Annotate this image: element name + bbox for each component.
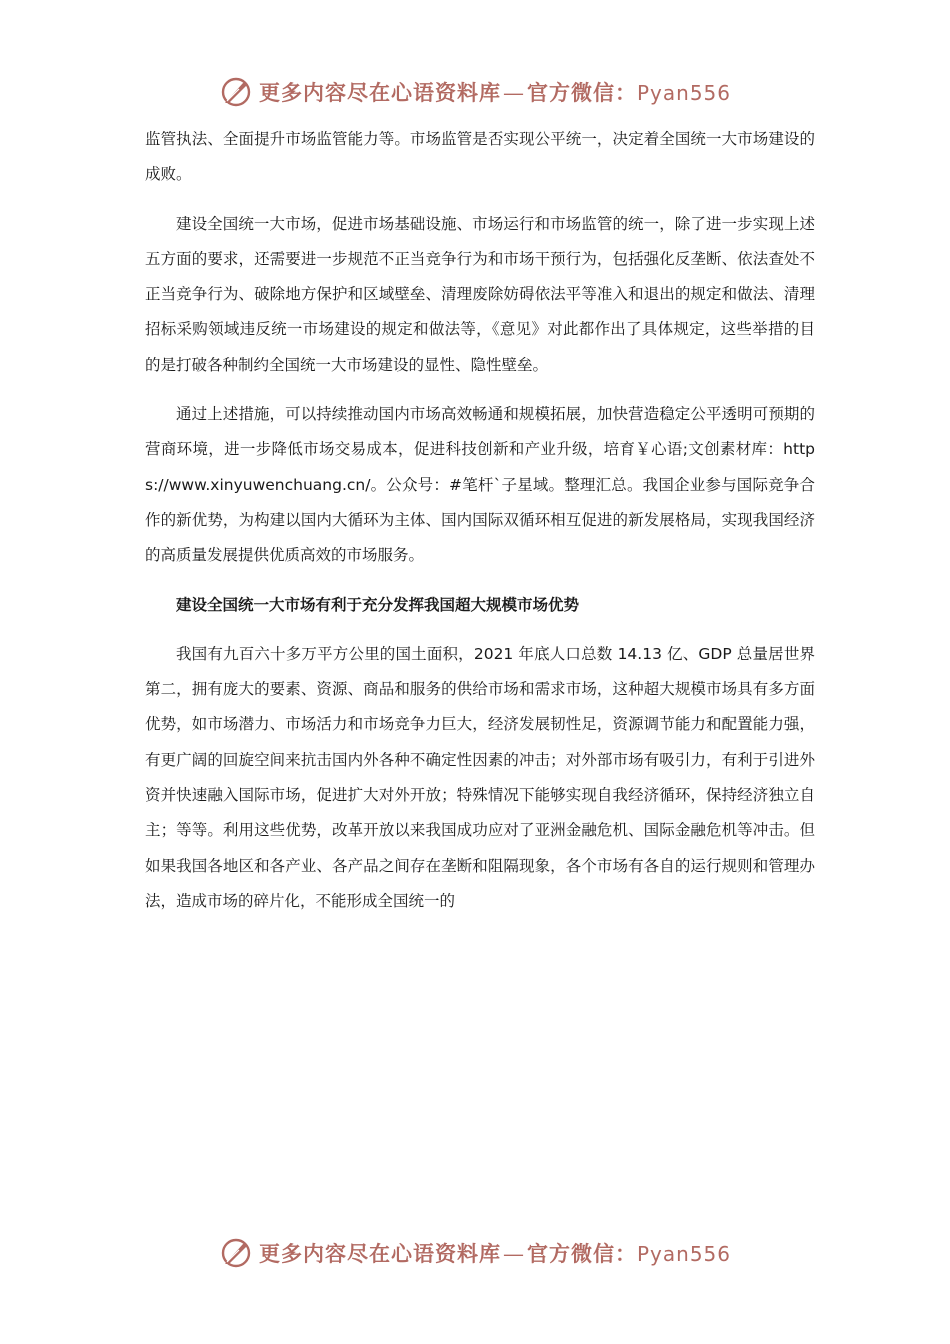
header-banner-sub: 官方微信： [526,80,637,105]
header-banner-dash: — [502,81,525,105]
header-banner-main: 更多内容尽在心语资料库 [258,80,501,105]
document-body [145,122,815,933]
footer-banner-dash: — [502,1242,525,1266]
section-heading: 建设全国统一大市场有利于充分发挥我国超大规模市场优势 [176,595,580,614]
quill-pen-logo-icon [219,75,253,109]
footer-banner-text [259,1238,731,1268]
footer-banner-sub: 官方微信： [526,1241,637,1266]
footer-banner [0,1231,950,1275]
footer-banner-main: 更多内容尽在心语资料库 [258,1241,501,1266]
header-banner-handle: Pyan556 [636,81,731,105]
body-paragraph-1: 监管执法、全面提升市场监管能力等。市场监管是否实现公平统一，决定着全国统一大市场建设的成败。 [145,130,815,184]
body-paragraph-3: 通过上述措施，可以持续推动国内市场高效畅通和规模拓展，加快营造稳定公平透明可预期的营商环境，进一步降低市场交易成本，促进科技创新和产业升级，培育￥心语;文创素材库：https://www.xinyuwenchuang.cn/。公众号：#笔杆`子星域。整理汇总。我国企业参与国际竞争合作的新优势，为构建以国内大循环为主体、国内国际双循环相互促进的新发展格局，实现我国经济的高质量发展提供优质高效的市场服务。 [145,405,815,565]
quill-pen-logo-icon [219,1236,253,1270]
header-banner-text [259,77,731,107]
footer-banner-handle: Pyan556 [636,1242,731,1266]
body-paragraph-4: 我国有九百六十多万平方公里的国土面积，2021 年底人口总数 14.13 亿、GDP 总量居世界第二，拥有庞大的要素、资源、商品和服务的供给市场和需求市场，这种超大规模市场具有多方面优势，如市场潜力、市场活力和市场竞争力巨大，经济发展韧性足，资源调节能力和配置能力强，有更广阔的回旋空间来抗击国内外各种不确定性因素的冲击；对外部市场有吸引力，有利于引进外资并快速融入国际市场，促进扩大对外开放；特殊情况下能够实现自我经济循环，保持经济独立自主；等等。利用这些优势，改革开放以来我国成功应对了亚洲金融危机、国际金融危机等冲击。但如果我国各地区和各产业、各产品之间存在垄断和阻隔现象，各个市场有各自的运行规则和管理办法，造成市场的碎片化，不能形成全国统一的 [145,644,815,910]
body-paragraph-2: 建设全国统一大市场，促进市场基础设施、市场运行和市场监管的统一，除了进一步实现上述五方面的要求，还需要进一步规范不正当竞争行为和市场干预行为，包括强化反垄断、依法查处不正当竞争行为、破除地方保护和区域壁垒、清理废除妨碍依法平等准入和退出的规定和做法、清理招标采购领域违反统一市场建设的规定和做法等，《意见》对此都作出了具体规定，这些举措的目的是打破各种制约全国统一大市场建设的显性、隐性壁垒。 [145,214,815,374]
header-banner [0,70,950,114]
